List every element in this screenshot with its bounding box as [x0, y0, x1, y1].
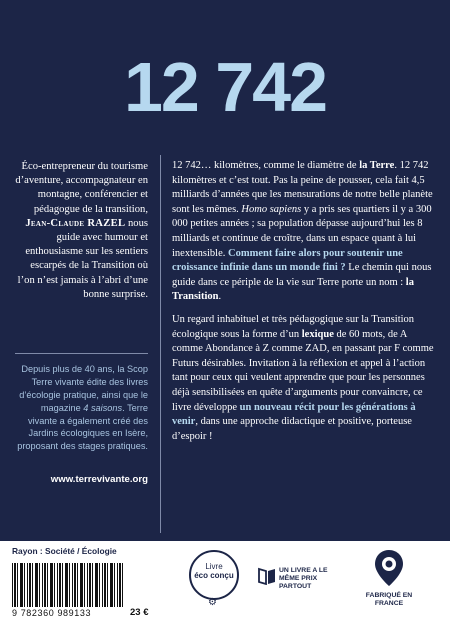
location-pin-icon	[374, 549, 404, 587]
key-question: Comment faire alors pour soutenir une croissance infinie dans un monde fini ?	[172, 247, 403, 274]
made-in-france-label: FABRIQUÉ EN FRANCE	[365, 592, 413, 607]
eco-designed-badge: Livre éco conçu	[189, 550, 239, 600]
magazine-name: 4 saisons	[83, 402, 123, 413]
paragraph-intro: 12 742… kilomètres, comme le diamètre de la Terre. 12 742 kilomètres et c’est tout. Pas la peine de pousser, cela fait 4,5 milliards d’années que les mensurations de notre belle planète sont les mêmes. Homo sapiens y a pris ses quartiers il y a 300 000 petites années ; sa population dépasse aujourd’hui les 8 milliards et continue de croître, dans un espace quant à lui inextensible. Comment faire alors pour soutenir une croissance infinie dans un monde fini ? Le chemin qui nous guide dans ce périple de la vie sur Terre porte un nom : la Transition.	[172, 160, 433, 303]
book-price-icon	[258, 567, 276, 585]
author-bio	[15, 160, 148, 302]
paragraph-description: Un regard inhabituel et très pédagogique sur la Transition écologique sous la forme d’un lexique de 60 mots, de A comme Abondance à Z comme ZAD, en passant par F comme Futurs désirables. Invitation à la réflexion et appel à l’action tant pour ceux qui veulent apprendre que pour les personnes déjà sensibilisées en quête d’arguments pour convaincre, ce livre développe un nouveau récit pour les générations à venir, dans une approche didactique et positive, porteuse d’espoir !	[172, 313, 434, 442]
gear-leaf-icon: ⚙	[208, 597, 217, 608]
left-divider	[15, 353, 148, 354]
bio-rest: nous guide avec humour et enthousiasme sur les sentiers escarpés de la Transition où l’on n’est jamais à l’abri d’une bonne surprise.	[17, 217, 148, 300]
isbn-barcode	[12, 563, 124, 607]
isbn-number: 9 782360 989133	[12, 608, 92, 618]
publisher-website[interactable]: www.terrevivante.org	[50, 474, 148, 485]
price: 23 €	[130, 607, 149, 618]
column-divider	[160, 155, 161, 533]
back-cover-text	[172, 159, 440, 452]
book-title-number: 12 742	[123, 48, 327, 126]
shelf-category: Rayon : Société / Écologie	[12, 546, 117, 556]
publisher-about: Depuis plus de 40 ans, la Scop Terre vivante édite des livres d’écologie pratique, ainsi que le magazine 4 saisons. Terre vivante a également créé des Jardins écologiques en Isère, proposant des stages pratiques.	[17, 364, 148, 452]
bio-intro: Éco-entrepreneur du tourisme d’aventure, accompagnateur en montagne, conférencier et pédagogue de la transition,	[15, 161, 148, 215]
single-price-label: UN LIVRE A LE MÊME PRIX PARTOUT	[279, 567, 328, 590]
highlight-recit: un nouveau récit pour les générations à venir	[172, 401, 416, 428]
author-name: Jean-Claude RAZEL	[25, 217, 126, 229]
bottom-info-band	[0, 541, 450, 629]
